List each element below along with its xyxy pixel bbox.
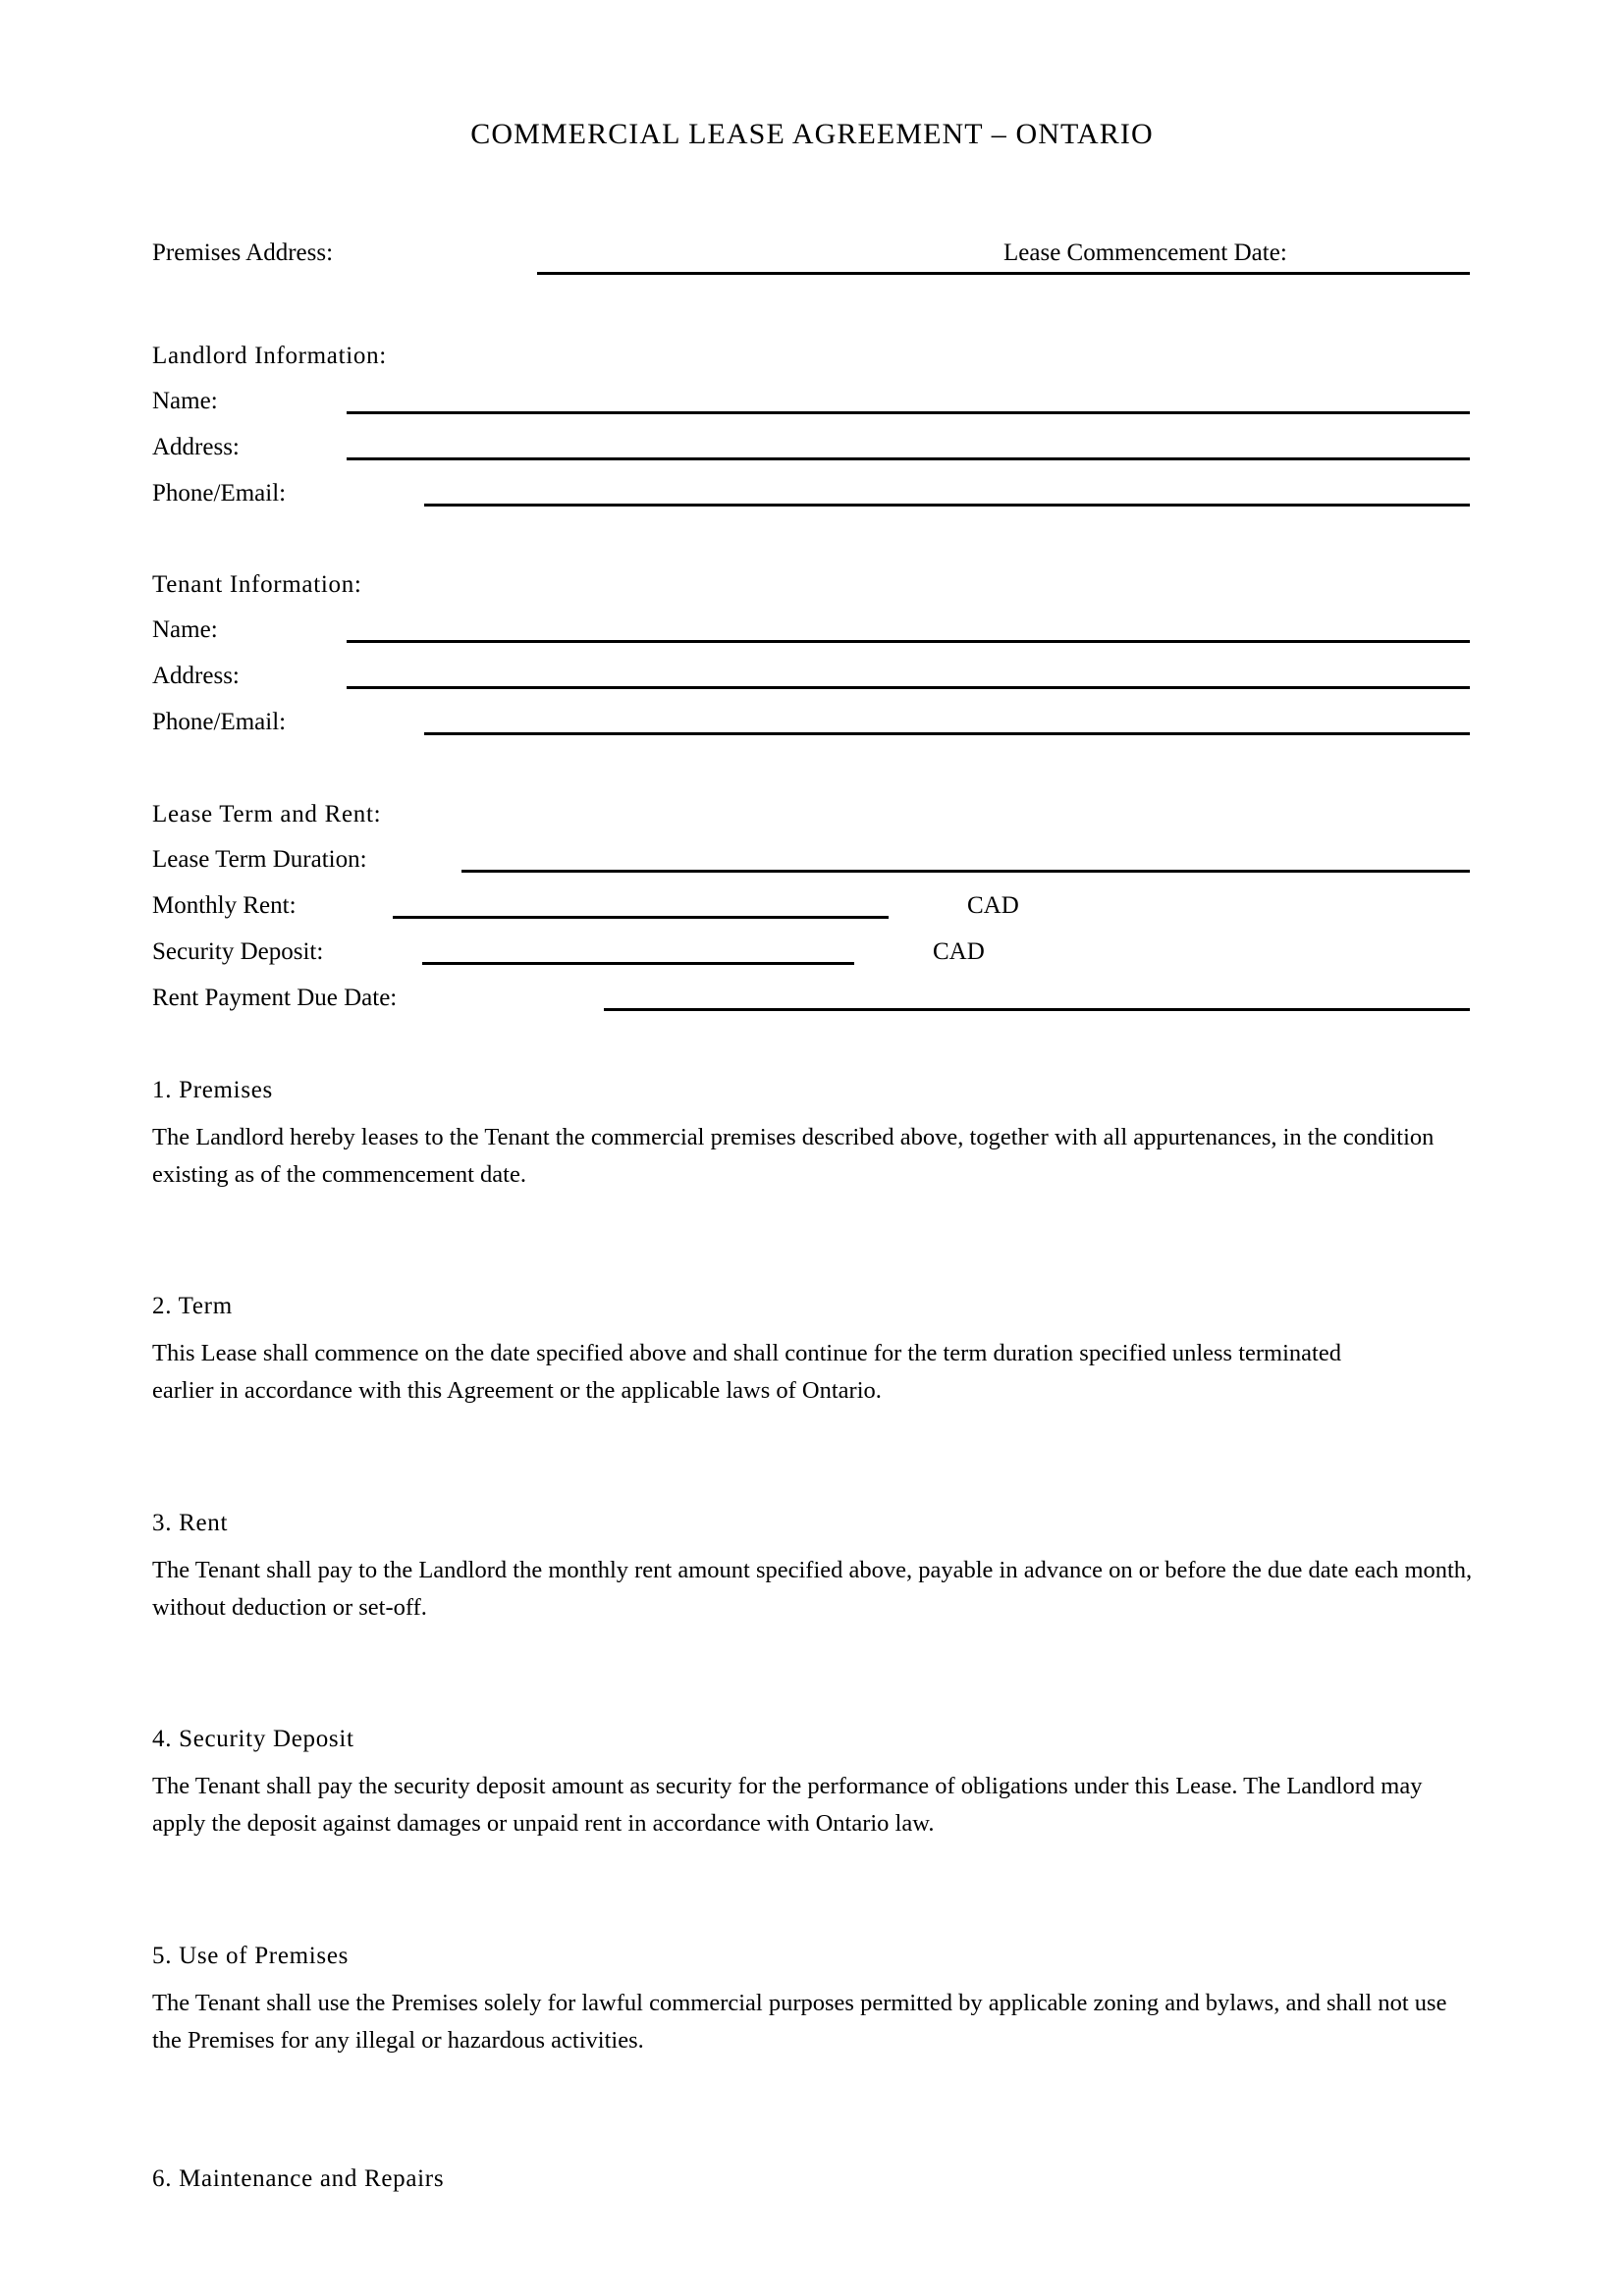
clause-heading-use-of-premises: 5. Use of Premises [152,1943,350,1969]
premises-address-label: Premises Address: [152,240,334,266]
clause-body-security-deposit: The Tenant shall pay the security deposit amount as security for the performance of obligations under this Lease. The Landlord may apply the deposit against damages or unpaid rent in accordance with Ontario law. [152,1773,1423,1837]
lease-term-duration-input-rule[interactable] [461,870,1470,873]
clause-heading-term: 2. Term [152,1293,233,1319]
security-deposit-currency: CAD [933,938,985,965]
monthly-rent-currency: CAD [967,892,1019,919]
clause-heading-premises: 1. Premises [152,1077,273,1103]
clause-body-premises: The Landlord hereby leases to the Tenant the commercial premises described above, together with all appurtenances, in the condition existing as of the commencement date. [152,1124,1435,1188]
tenant-name-label: Name: [152,616,218,643]
tenant-information-heading: Tenant Information: [152,571,362,598]
lease-term-and-rent-heading: Lease Term and Rent: [152,801,382,828]
monthly-rent-label: Monthly Rent: [152,892,297,919]
clause-heading-rent: 3. Rent [152,1510,229,1536]
tenant-address-input-rule[interactable] [347,686,1470,689]
lease-commencement-date-label: Lease Commencement Date: [1003,240,1287,266]
tenant-contact-label: Phone/Email: [152,709,287,735]
rent-payment-due-date-label: Rent Payment Due Date: [152,985,398,1011]
landlord-name-input-rule[interactable] [347,411,1470,414]
monthly-rent-input-rule[interactable] [393,916,889,919]
premises-address-input-rule[interactable] [537,272,1470,275]
page-title: COMMERCIAL LEASE AGREEMENT – ONTARIO [470,118,1154,150]
tenant-contact-input-rule[interactable] [424,732,1470,735]
landlord-name-label: Name: [152,388,218,414]
landlord-contact-input-rule[interactable] [424,504,1470,507]
lease-term-duration-label: Lease Term Duration: [152,846,367,873]
landlord-address-input-rule[interactable] [347,457,1470,460]
landlord-contact-label: Phone/Email: [152,480,287,507]
tenant-name-input-rule[interactable] [347,640,1470,643]
clause-body-use-of-premises: The Tenant shall use the Premises solely for lawful commercial purposes permitted by applicable zoning and bylaws, and shall not use the Premises for any illegal or hazardous activities. [152,1990,1447,2054]
security-deposit-input-rule[interactable] [422,962,854,965]
tenant-address-label: Address: [152,663,240,689]
security-deposit-label: Security Deposit: [152,938,324,965]
landlord-address-label: Address: [152,434,240,460]
clause-heading-security-deposit: 4. Security Deposit [152,1726,354,1752]
clause-body-term: This Lease shall commence on the date specified above and shall continue for the term duration specified unless terminated earlier in accordance with this Agreement or the applicable laws of Ontario. [152,1340,1341,1404]
landlord-information-heading: Landlord Information: [152,343,387,369]
rent-payment-due-date-input-rule[interactable] [604,1008,1470,1011]
clause-heading-maintenance-and-repairs: 6. Maintenance and Repairs [152,2165,445,2192]
clause-body-rent: The Tenant shall pay to the Landlord the monthly rent amount specified above, payable in advance on or before the due date each month, without deduction or set-off. [152,1557,1473,1621]
